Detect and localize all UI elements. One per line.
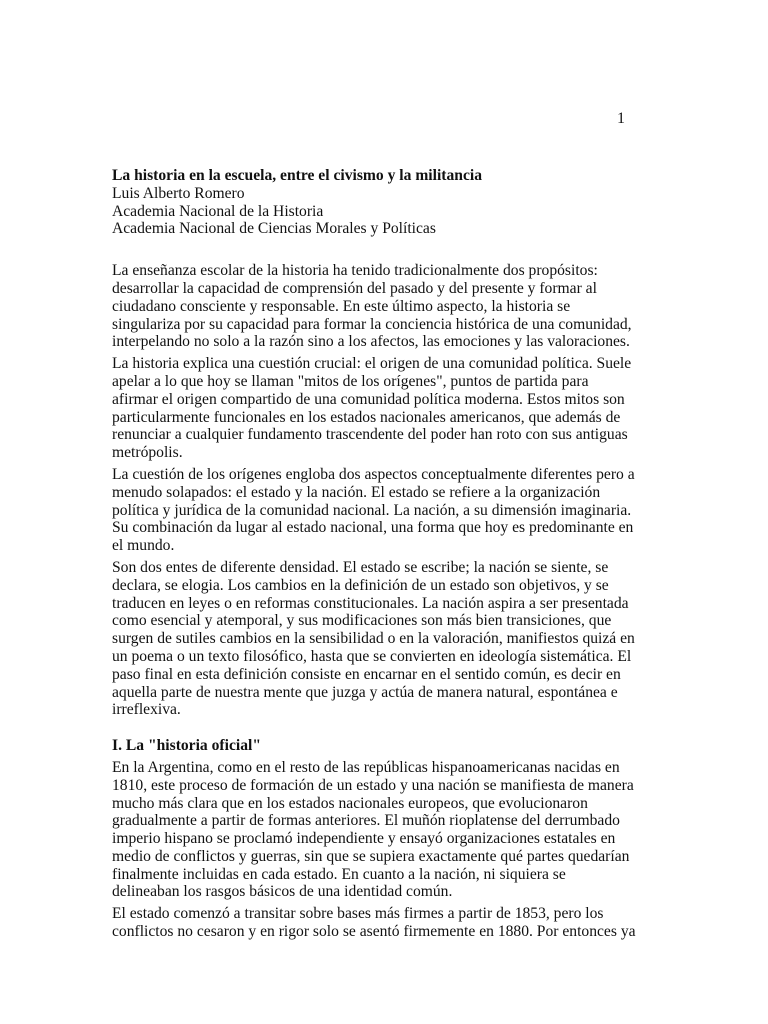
author-name: Luis Alberto Romero <box>112 184 245 202</box>
page-number: 1 <box>617 110 625 127</box>
intro-paragraph-2: La historia explica una cuestión crucial: el origen de una comunidad política. Suele apelar a lo que hoy se llaman "mitos de los orígenes", puntos de partida para afirmar el origen compartido de una comunidad política moderna. Estos mitos son particularmente funcionales en los estados nacionales americanos, que además de renunciar a cualquier fundamento trascendente del poder han roto con sus antiguas metrópolis. <box>112 355 632 462</box>
section-1-paragraph-2: El estado comenzó a transitar sobre bases más firmes a partir de 1853, pero los conflictos no cesaron y en rigor solo se asentó firmemente en 1880. Por entonces ya <box>112 905 636 941</box>
header-spacer <box>112 238 636 262</box>
intro-paragraph-1: La enseñanza escolar de la historia ha tenido tradicionalmente dos propósitos: desarrollar la capacidad de comprensión del pasado y del presente y formar al ciudadano consciente y responsable. En este último aspecto, la historia se singulariza por su capacidad para formar la conciencia histórica de una comunidad, interpelando no solo a la razón sino a los afectos, las emociones y las valoraciones. <box>112 262 632 351</box>
section-1-paragraph-1: En la Argentina, como en el resto de las repúblicas hispanoamericanas nacidas en 1810, este proceso de formación de un estado y una nación se manifiesta de manera mucho más clara que en los estados nacionales europeos, que evolucionaron gradualmente a partir de formas anteriores. El muñón rioplatense del derrumbado imperio hispano se proclamó independiente y ensayó organizaciones estatales en medio de conflictos y guerras, sin que se supiera exactamente qué partes quedarían finalmente incluidas en cada estado. En cuanto a la nación, ni siquiera se delineaban los rasgos básicos de una identidad común. <box>112 758 634 901</box>
affiliation-line-2: Academia Nacional de Ciencias Morales y Políticas <box>112 220 436 238</box>
document-title: La historia en la escuela, entre el civismo y la militancia <box>112 167 483 184</box>
section-heading-historia-oficial: I. La "historia oficial" <box>112 737 261 755</box>
affiliation-line-1: Academia Nacional de la Historia <box>112 202 324 220</box>
intro-paragraph-4: Son dos entes de diferente densidad. El estado se escribe; la nación se siente, se declara, se elogia. Los cambios en la definición de un estado son objetivos, y se traducen en leyes o en reformas constitucionales. La nación aspira a ser presentada como esencial y atemporal, y sus modificaciones son más bien transiciones, que surgen de sutiles cambios en la sensibilidad o en la valoración, manifiestos quizá en un poema o un texto filosófico, hasta que se convierten en ideología sistemática. El paso final en esta definición consiste en encarnar en el sentido común, es decir en aquella parte de nuestra mente que juzga y actúa de manera natural, espontánea e irreflexiva. <box>112 558 635 719</box>
document-body <box>112 167 636 945</box>
intro-paragraph-3: La cuestión de los orígenes engloba dos aspectos conceptualmente diferentes pero a menudo solapados: el estado y la nación. El estado se refiere a la organización política y jurídica de la comunidad nacional. La nación, a su dimensión imaginaria. Su combinación da lugar al estado nacional, una forma que hoy es predominante en el mundo. <box>112 465 635 555</box>
